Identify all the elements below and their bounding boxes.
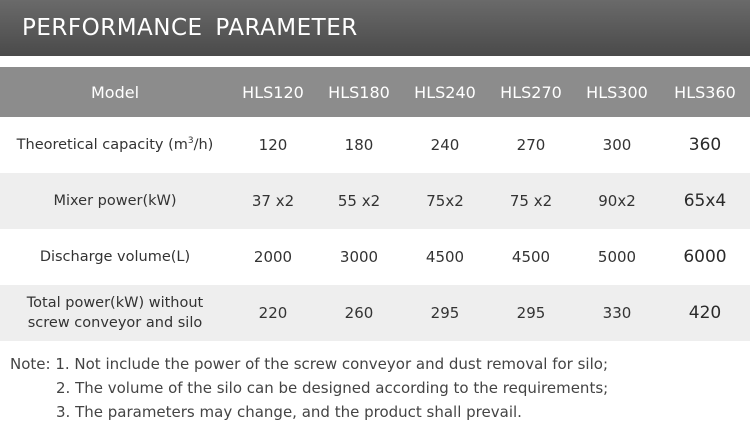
table-row-mixer-power: [0, 173, 750, 229]
table-header-row: [0, 67, 750, 117]
row-label-capacity: [0, 117, 230, 173]
table-cell: 75 x2: [509, 192, 553, 210]
table-cell: 6000: [683, 247, 727, 267]
total-power-label-line2: screw conveyor and silo: [27, 315, 203, 331]
table-cell: 180: [344, 136, 374, 154]
table-cell: 330: [602, 304, 632, 322]
table-cell: 4500: [425, 248, 465, 266]
section-title: PERFORMANCE PARAMETER: [22, 15, 358, 41]
capacity-label-superscript: 3: [187, 136, 194, 147]
table-cell: 240: [430, 136, 460, 154]
table-cell: 420: [688, 303, 722, 323]
table-cell: 75x2: [426, 192, 464, 210]
header-model-label: Model: [90, 82, 140, 102]
table-cell: 220: [258, 304, 288, 322]
table-cell: 260: [344, 304, 374, 322]
table-cell: 37 x2: [251, 192, 295, 210]
header-model-hls240: HLS240: [414, 82, 476, 102]
table-cell: 300: [602, 136, 632, 154]
section-banner: [0, 0, 750, 56]
table-cell: 360: [688, 135, 722, 155]
table-cell: 120: [258, 136, 288, 154]
header-model-hls360: HLS360: [674, 82, 736, 102]
table-cell: 295: [430, 304, 460, 322]
table-cell: 5000: [597, 248, 637, 266]
header-model-hls300: HLS300: [586, 82, 648, 102]
row-label-discharge-volume: Discharge volume(L): [39, 249, 191, 265]
total-power-label-line1: Total power(kW) without: [26, 295, 204, 311]
table-row-total-power: [0, 285, 750, 341]
row-label-mixer-power: Mixer power(kW): [53, 193, 177, 209]
note-line-2: 2. The volume of the silo can be designed according to the requirements;: [56, 379, 609, 397]
note-line-1: Note: 1. Not include the power of the screw conveyor and dust removal for silo;: [10, 355, 609, 373]
table-cell: 4500: [511, 248, 551, 266]
table-row-discharge-volume: [0, 229, 750, 285]
table-cell: 2000: [253, 248, 293, 266]
header-model-hls120: HLS120: [242, 82, 304, 102]
table-cell: 3000: [339, 248, 379, 266]
table-cell: 65x4: [683, 191, 727, 211]
header-model-hls270: HLS270: [500, 82, 562, 102]
notes-block: [10, 352, 608, 424]
capacity-label-prefix: Theoretical capacity (m: [16, 137, 188, 153]
performance-table: [0, 67, 750, 341]
header-model-hls180: HLS180: [328, 82, 390, 102]
capacity-label-suffix: /h): [193, 137, 214, 153]
table-cell: 270: [516, 136, 546, 154]
row-label-total-power: [0, 285, 230, 341]
table-cell: 90x2: [598, 192, 636, 210]
table-cell: 55 x2: [337, 192, 381, 210]
table-row-capacity: [0, 117, 750, 173]
table-cell: 295: [516, 304, 546, 322]
note-line-3: 3. The parameters may change, and the product shall prevail.: [56, 403, 522, 421]
